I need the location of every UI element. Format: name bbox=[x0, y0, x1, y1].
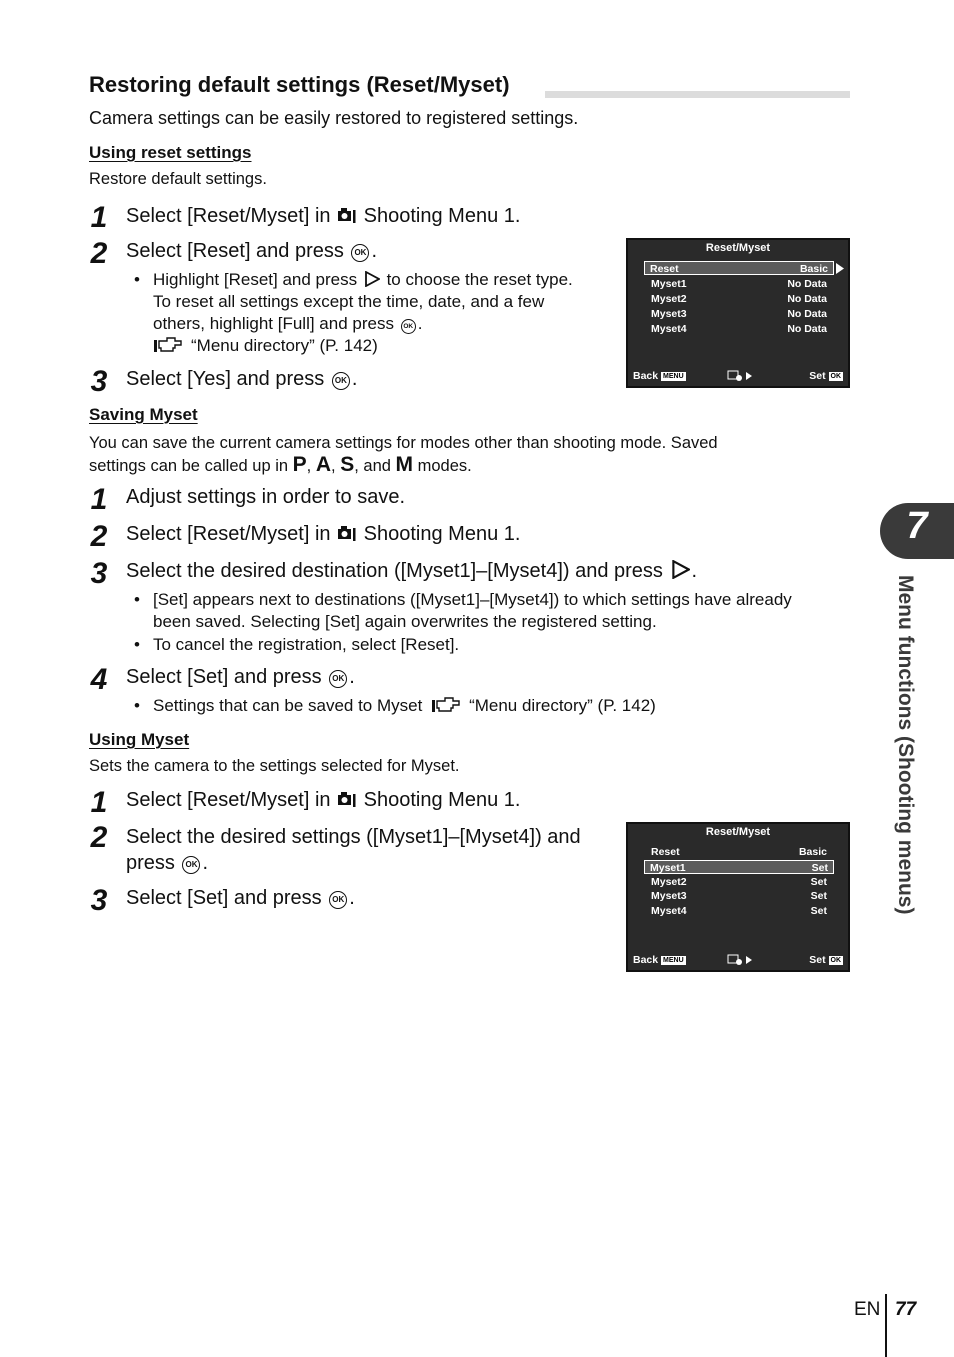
footer-language: EN bbox=[854, 1299, 881, 1320]
ok-button-icon: OK bbox=[332, 372, 350, 390]
mode-m: M bbox=[395, 453, 414, 476]
screen-footer: Back MENU Set OK bbox=[633, 370, 841, 382]
step-text: Select the desired settings ([Myset1]–[Myset4]) and press OK . bbox=[126, 826, 581, 874]
step-text: Select [Reset/Myset] in Shooting Menu 1. bbox=[126, 205, 521, 227]
menu-settings-icon bbox=[727, 954, 755, 966]
step-text: Adjust settings in order to save. bbox=[126, 486, 406, 508]
step-text: Select [Set] and press OK . bbox=[126, 666, 355, 688]
step-text: Select [Set] and press OK . bbox=[126, 887, 355, 909]
subheading-using: Using Myset bbox=[89, 730, 190, 749]
screen-row: Myset4 No Data bbox=[651, 323, 827, 335]
screen-title: Reset/Myset bbox=[705, 826, 771, 838]
step-text: Select [Reset/Myset] in Shooting Menu 1. bbox=[126, 789, 521, 811]
ok-button-icon: OK bbox=[401, 319, 416, 334]
page-number: 77 bbox=[895, 1299, 917, 1320]
mode-p: P bbox=[292, 453, 307, 476]
step-number: 1 bbox=[90, 483, 108, 516]
section-title: Restoring default settings (Reset/Myset) bbox=[89, 72, 510, 97]
screen-row: Myset1 No Data bbox=[651, 278, 827, 290]
screen-row: Myset4 Set bbox=[651, 905, 827, 917]
screen-title: Reset/Myset bbox=[705, 242, 771, 254]
mode-a: A bbox=[315, 453, 332, 476]
step-number: 2 bbox=[90, 520, 108, 553]
ok-button-icon: OK bbox=[329, 891, 347, 909]
ok-button-icon: OK bbox=[329, 670, 347, 688]
title-underline-bar bbox=[545, 91, 850, 98]
subheading-saving: Saving Myset bbox=[89, 405, 198, 424]
step-text: Select [Yes] and press OK . bbox=[126, 368, 358, 390]
right-arrow-icon bbox=[836, 263, 844, 274]
using-description: Sets the camera to the settings selected for Myset. bbox=[89, 757, 460, 775]
screen-row: Myset2 Set bbox=[651, 876, 827, 888]
chapter-side-label bbox=[887, 575, 927, 965]
screen-row: Reset Basic bbox=[651, 846, 827, 858]
camera-menu-icon bbox=[337, 524, 357, 542]
reset-description: Restore default settings. bbox=[89, 170, 267, 188]
camera-screen-reset bbox=[626, 238, 850, 388]
ok-button-icon: OK bbox=[351, 244, 369, 262]
saving-description: You can save the current camera settings for modes other than shooting mode. Saved settings can be called up in P, A, S, and M modes. bbox=[89, 434, 718, 476]
bullet-set-appears: • [Set] appears next to destinations ([Myset1]–[Myset4]) to which settings have already been saved. Selecting [Set] again overwrites the registered setting. bbox=[134, 590, 792, 631]
right-arrow-icon bbox=[364, 271, 380, 287]
screen-footer: Back MENU Set OK bbox=[633, 954, 841, 966]
chapter-side-label-text: Menu functions (Shooting menus) bbox=[894, 575, 917, 915]
bullet-saved-settings: • Settings that can be saved to Myset “Menu directory” (P. 142) bbox=[134, 696, 656, 715]
screen-row-selected: Myset1 Set bbox=[644, 860, 834, 874]
step-number: 3 bbox=[90, 365, 108, 398]
screen-row-selected: Reset Basic bbox=[644, 261, 834, 275]
reference-hand-icon bbox=[153, 337, 183, 353]
mode-s: S bbox=[340, 453, 355, 476]
camera-menu-icon bbox=[337, 790, 357, 808]
step-number: 3 bbox=[90, 557, 108, 590]
footer-divider bbox=[885, 1294, 887, 1357]
chapter-number: 7 bbox=[906, 505, 928, 547]
step-text: Select [Reset/Myset] in Shooting Menu 1. bbox=[126, 523, 521, 545]
section-intro: Camera settings can be easily restored to registered settings. bbox=[89, 108, 579, 128]
bullet-cancel: • To cancel the registration, select [Reset]. bbox=[134, 635, 460, 654]
step-text: Select [Reset] and press OK . bbox=[126, 240, 378, 262]
step-number: 2 bbox=[90, 821, 108, 854]
ok-button-icon: OK bbox=[182, 856, 200, 874]
subheading-reset: Using reset settings bbox=[89, 143, 252, 162]
right-arrow-icon bbox=[671, 560, 690, 579]
menu-settings-icon bbox=[727, 370, 755, 382]
step-text: Select the desired destination ([Myset1]–[Myset4]) and press . bbox=[126, 560, 698, 582]
step-number: 1 bbox=[90, 786, 108, 819]
step-number: 1 bbox=[90, 201, 108, 234]
bullet-reset-type: • Highlight [Reset] and press to choose the reset type. To reset all settings except the time, date, and a few others, highlight [Full] and press OK . “Menu directory” (P. 142) bbox=[134, 270, 573, 355]
camera-screen-myset bbox=[626, 822, 850, 972]
screen-row: Myset2 No Data bbox=[651, 293, 827, 305]
step-number: 3 bbox=[90, 884, 108, 917]
screen-row: Myset3 No Data bbox=[651, 308, 827, 320]
camera-menu-icon bbox=[337, 206, 357, 224]
step-number: 2 bbox=[90, 237, 108, 270]
reference-hand-icon bbox=[431, 697, 461, 713]
screen-row: Myset3 Set bbox=[651, 890, 827, 902]
step-number: 4 bbox=[90, 663, 108, 696]
